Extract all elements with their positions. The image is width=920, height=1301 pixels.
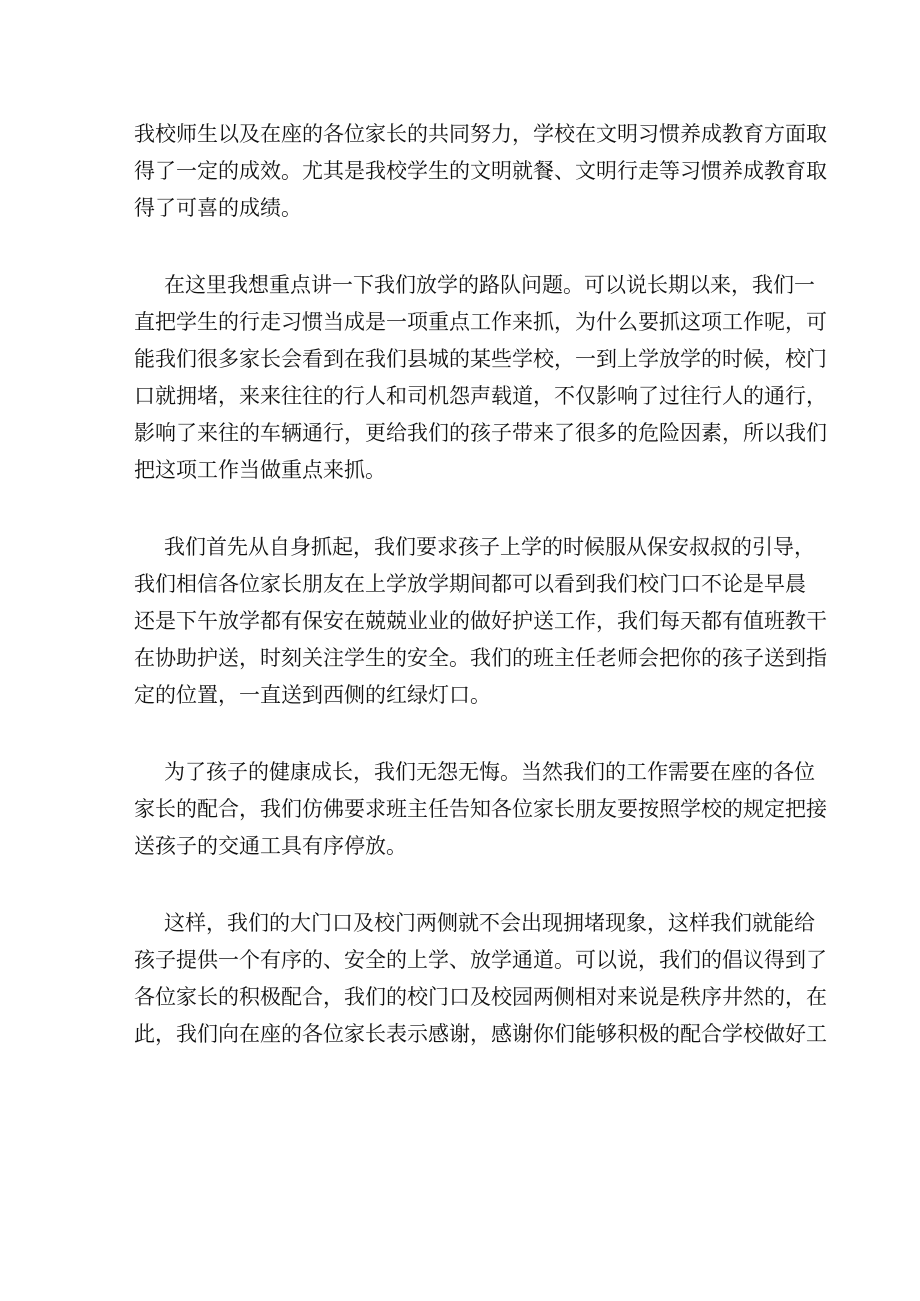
text-line: 直把学生的行走习惯当成是一项重点工作来抓，为什么要抓这项工作呢，可 (134, 310, 827, 334)
text-line: 我校师生以及在座的各位家长的共同努力，学校在文明习惯养成教育方面取 (134, 122, 827, 146)
text-line: 在这里我想重点讲一下我们放学的路队问题。可以说长期以来，我们一 (164, 273, 815, 297)
paragraph-4 (134, 754, 827, 865)
text-line: 还是下午放学都有保安在兢兢业业的做好护送工作，我们每天都有值班教干 (134, 609, 827, 633)
text-line: 得了一定的成效。尤其是我校学生的文明就餐、文明行走等习惯养成教育取 (134, 159, 827, 183)
text-line: 口就拥堵，来来往往的行人和司机怨声载道，不仅影响了过往行人的通行， (134, 384, 827, 408)
paragraph-5 (134, 905, 827, 1053)
text-line: 我们首先从自身抓起，我们要求孩子上学的时候服从保安叔叔的引导， (164, 535, 815, 559)
paragraph-2 (134, 267, 827, 489)
text-line: 家长的配合，我们仿佛要求班主任告知各位家长朋友要按照学校的规定把接 (134, 797, 827, 821)
paragraph-3 (134, 529, 827, 714)
text-line: 为了孩子的健康成长，我们无怨无悔。当然我们的工作需要在座的各位 (164, 760, 815, 784)
paragraph-1 (134, 116, 827, 227)
document-body (134, 116, 827, 1093)
text-line: 孩子提供一个有序的、安全的上学、放学通道。可以说，我们的倡议得到了 (134, 948, 827, 972)
text-line: 定的位置，一直送到西侧的红绿灯口。 (134, 683, 491, 707)
text-line: 送孩子的交通工具有序停放。 (134, 834, 407, 858)
text-line: 影响了来往的车辆通行，更给我们的孩子带来了很多的危险因素，所以我们 (134, 421, 827, 445)
text-line: 此，我们向在座的各位家长表示感谢，感谢你们能够积极的配合学校做好工 (134, 1022, 827, 1046)
text-line: 得了可喜的成绩。 (134, 196, 302, 220)
text-line: 把这项工作当做重点来抓。 (134, 458, 386, 482)
text-line: 各位家长的积极配合，我们的校门口及校园两侧相对来说是秩序井然的，在 (134, 985, 827, 1009)
text-line: 在协助护送，时刻关注学生的安全。我们的班主任老师会把你的孩子送到指 (134, 646, 827, 670)
text-line: 我们相信各位家长朋友在上学放学期间都可以看到我们校门口不论是早晨 (134, 572, 806, 596)
text-line: 能我们很多家长会看到在我们县城的某些学校，一到上学放学的时候，校门 (134, 347, 827, 371)
text-line: 这样，我们的大门口及校门两侧就不会出现拥堵现象，这样我们就能给 (164, 911, 815, 935)
